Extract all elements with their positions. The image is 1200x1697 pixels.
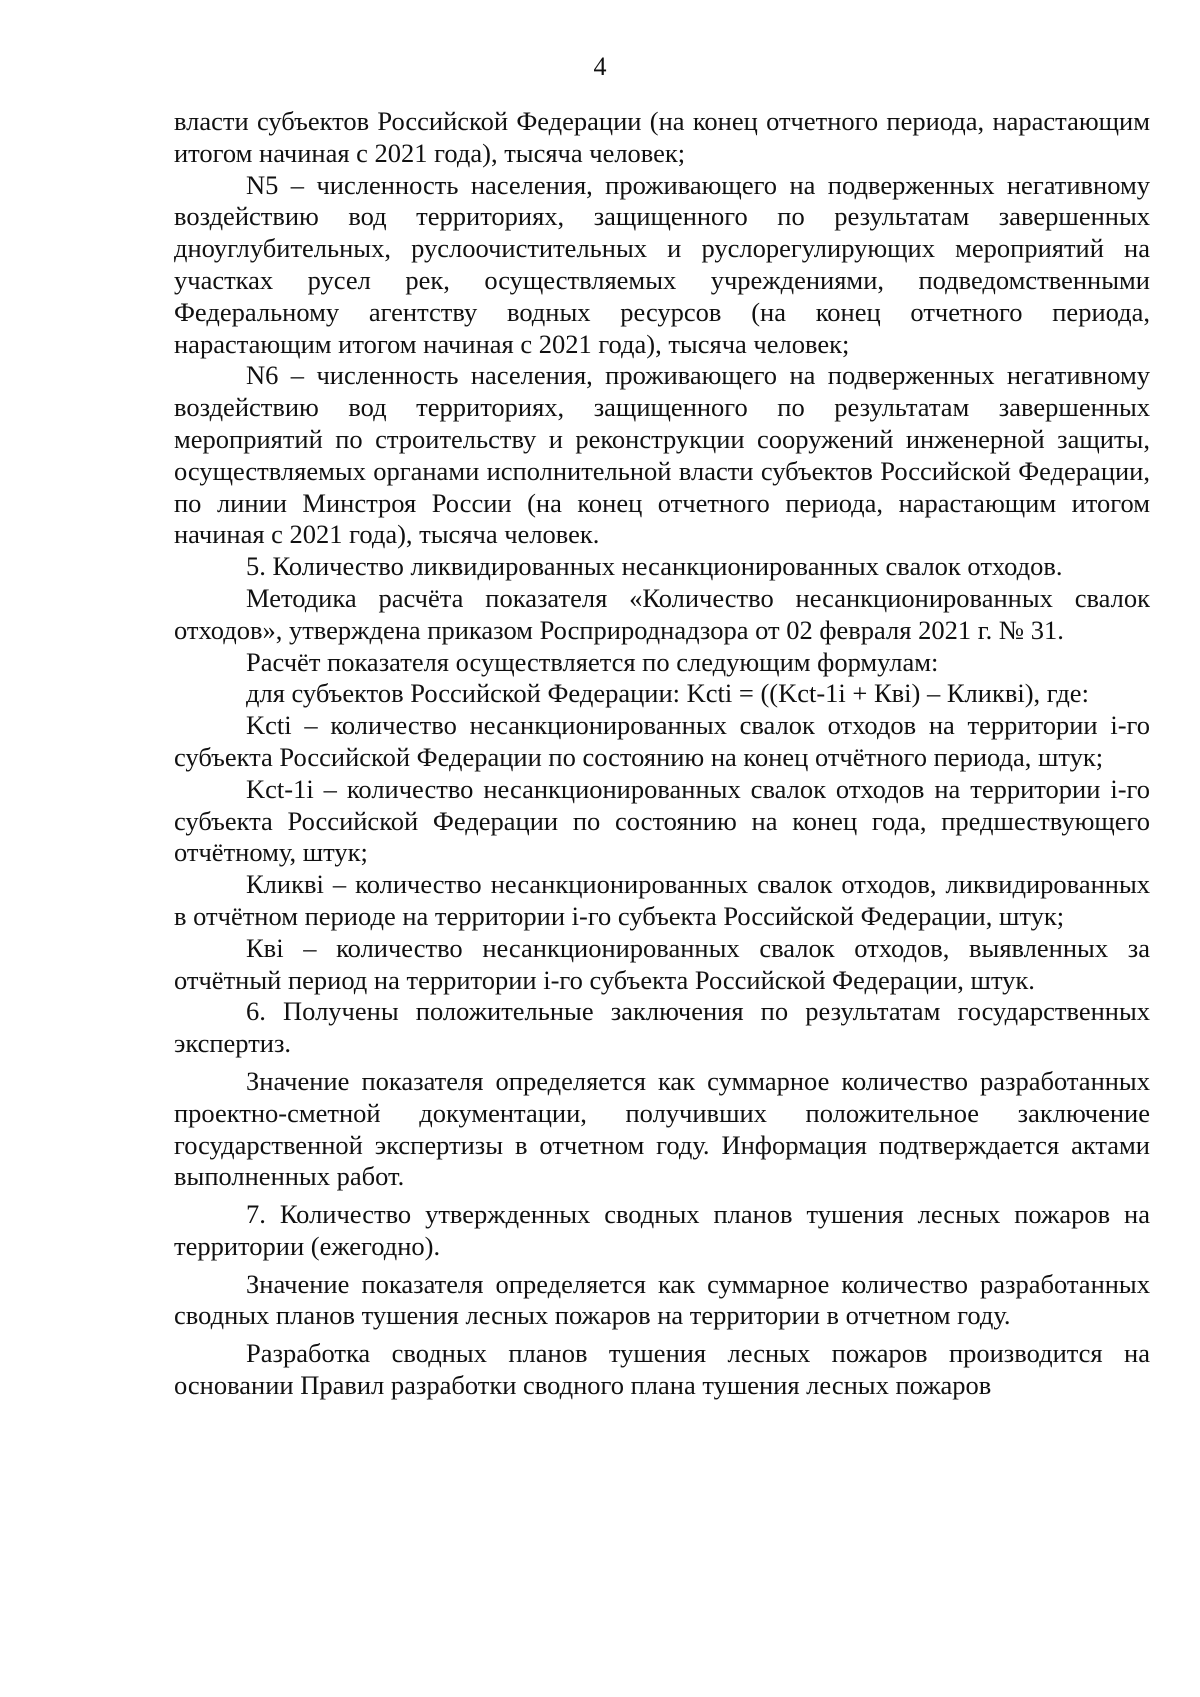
section-6-heading: 6. Получены положительные заключения по результатам государственных экспертиз. — [174, 996, 1150, 1059]
section-7-heading: 7. Количество утвержденных сводных планов тушения лесных пожаров на территории (ежегодно). — [174, 1199, 1150, 1261]
paragraph-section-7-value: Значение показателя определяется как суммарное количество разработанных сводных планов тушения лесных пожаров на территории в отчетном году. — [174, 1268, 1150, 1331]
paragraph-n6-definition: N6 – численность населения, проживающего на подверженных негативному воздействию вод территориях, защищенного по результатам завершенных мероприятий по строительству и реконструкции сооружений инженерной защиты, осуществляемых органами исполнительной власти субъектов Российской Федерации, по линии Минстроя России (на конец отчетного периода, нарастающим итогом начиная с 2021 года), тысяча человек. — [174, 360, 1150, 550]
section-5-heading: 5. Количество ликвидированных несанкционированных свалок отходов. — [246, 551, 1063, 582]
paragraph-continuation: власти субъектов Российской Федерации (на конец отчетного периода, нарастающим итогом начиная с 2021 года), тысяча человек; — [174, 106, 1150, 168]
paragraph-kcti-definition: Kcti – количество несанкционированных свалок отходов на территории i-го субъекта Российской Федерации по состоянию на конец отчётного периода, штук; — [174, 710, 1150, 772]
paragraph-kct1i-definition: Kct-1i – количество несанкционированных свалок отходов на территории i-го субъекта Российской Федерации по состоянию на конец года, предшествующего отчётному, штук; — [174, 773, 1150, 868]
page-number: 4 — [593, 52, 607, 81]
paragraph-section-6-value: Значение показателя определяется как суммарное количество разработанных проектно-сметной документации, получивших положительное заключение государственной экспертизы в отчетном году. Информация подтверждается актами выполненных работ. — [174, 1065, 1150, 1192]
paragraph-calculation-intro: Расчёт показателя осуществляется по следующим формулам: — [246, 646, 939, 677]
paragraph-klikvi-definition: Кликвi – количество несанкционированных свалок отходов, ликвидированных в отчётном периоде на территории i-го субъекта Российской Федерации, штук; — [174, 869, 1150, 931]
paragraph-n5-definition: N5 – численность населения, проживающего на подверженных негативному воздействию вод территориях, защищенного по результатам завершенных дноуглубительных, руслоочистительных и руслорегулирующих мероприятий на участках русел рек, осуществляемых учреждениями, подведомственными Федеральному агентству водных ресурсов (на конец отчетного периода, нарастающим итогом начиная с 2021 года), тысяча человек; — [174, 169, 1150, 359]
paragraph-fire-plans: Разработка сводных планов тушения лесных пожаров производится на основании Правил разработки сводного плана тушения лесных пожаров — [174, 1338, 1150, 1401]
paragraph-methodology: Методика расчёта показателя «Количество несанкционированных свалок отходов», утверждена приказом Росприроднадзора от 02 февраля 2021 г. № 31. — [174, 582, 1150, 645]
document-body — [174, 106, 1150, 1402]
paragraph-kvi-definition: Квi – количество несанкционированных свалок отходов, выявленных за отчётный период на территории i-го субъекта Российской Федерации, штук. — [174, 932, 1150, 995]
paragraph-formula: для субъектов Российской Федерации: Kcti = ((Kct-1i + Квi) – Кликвi), где: — [246, 678, 1089, 709]
